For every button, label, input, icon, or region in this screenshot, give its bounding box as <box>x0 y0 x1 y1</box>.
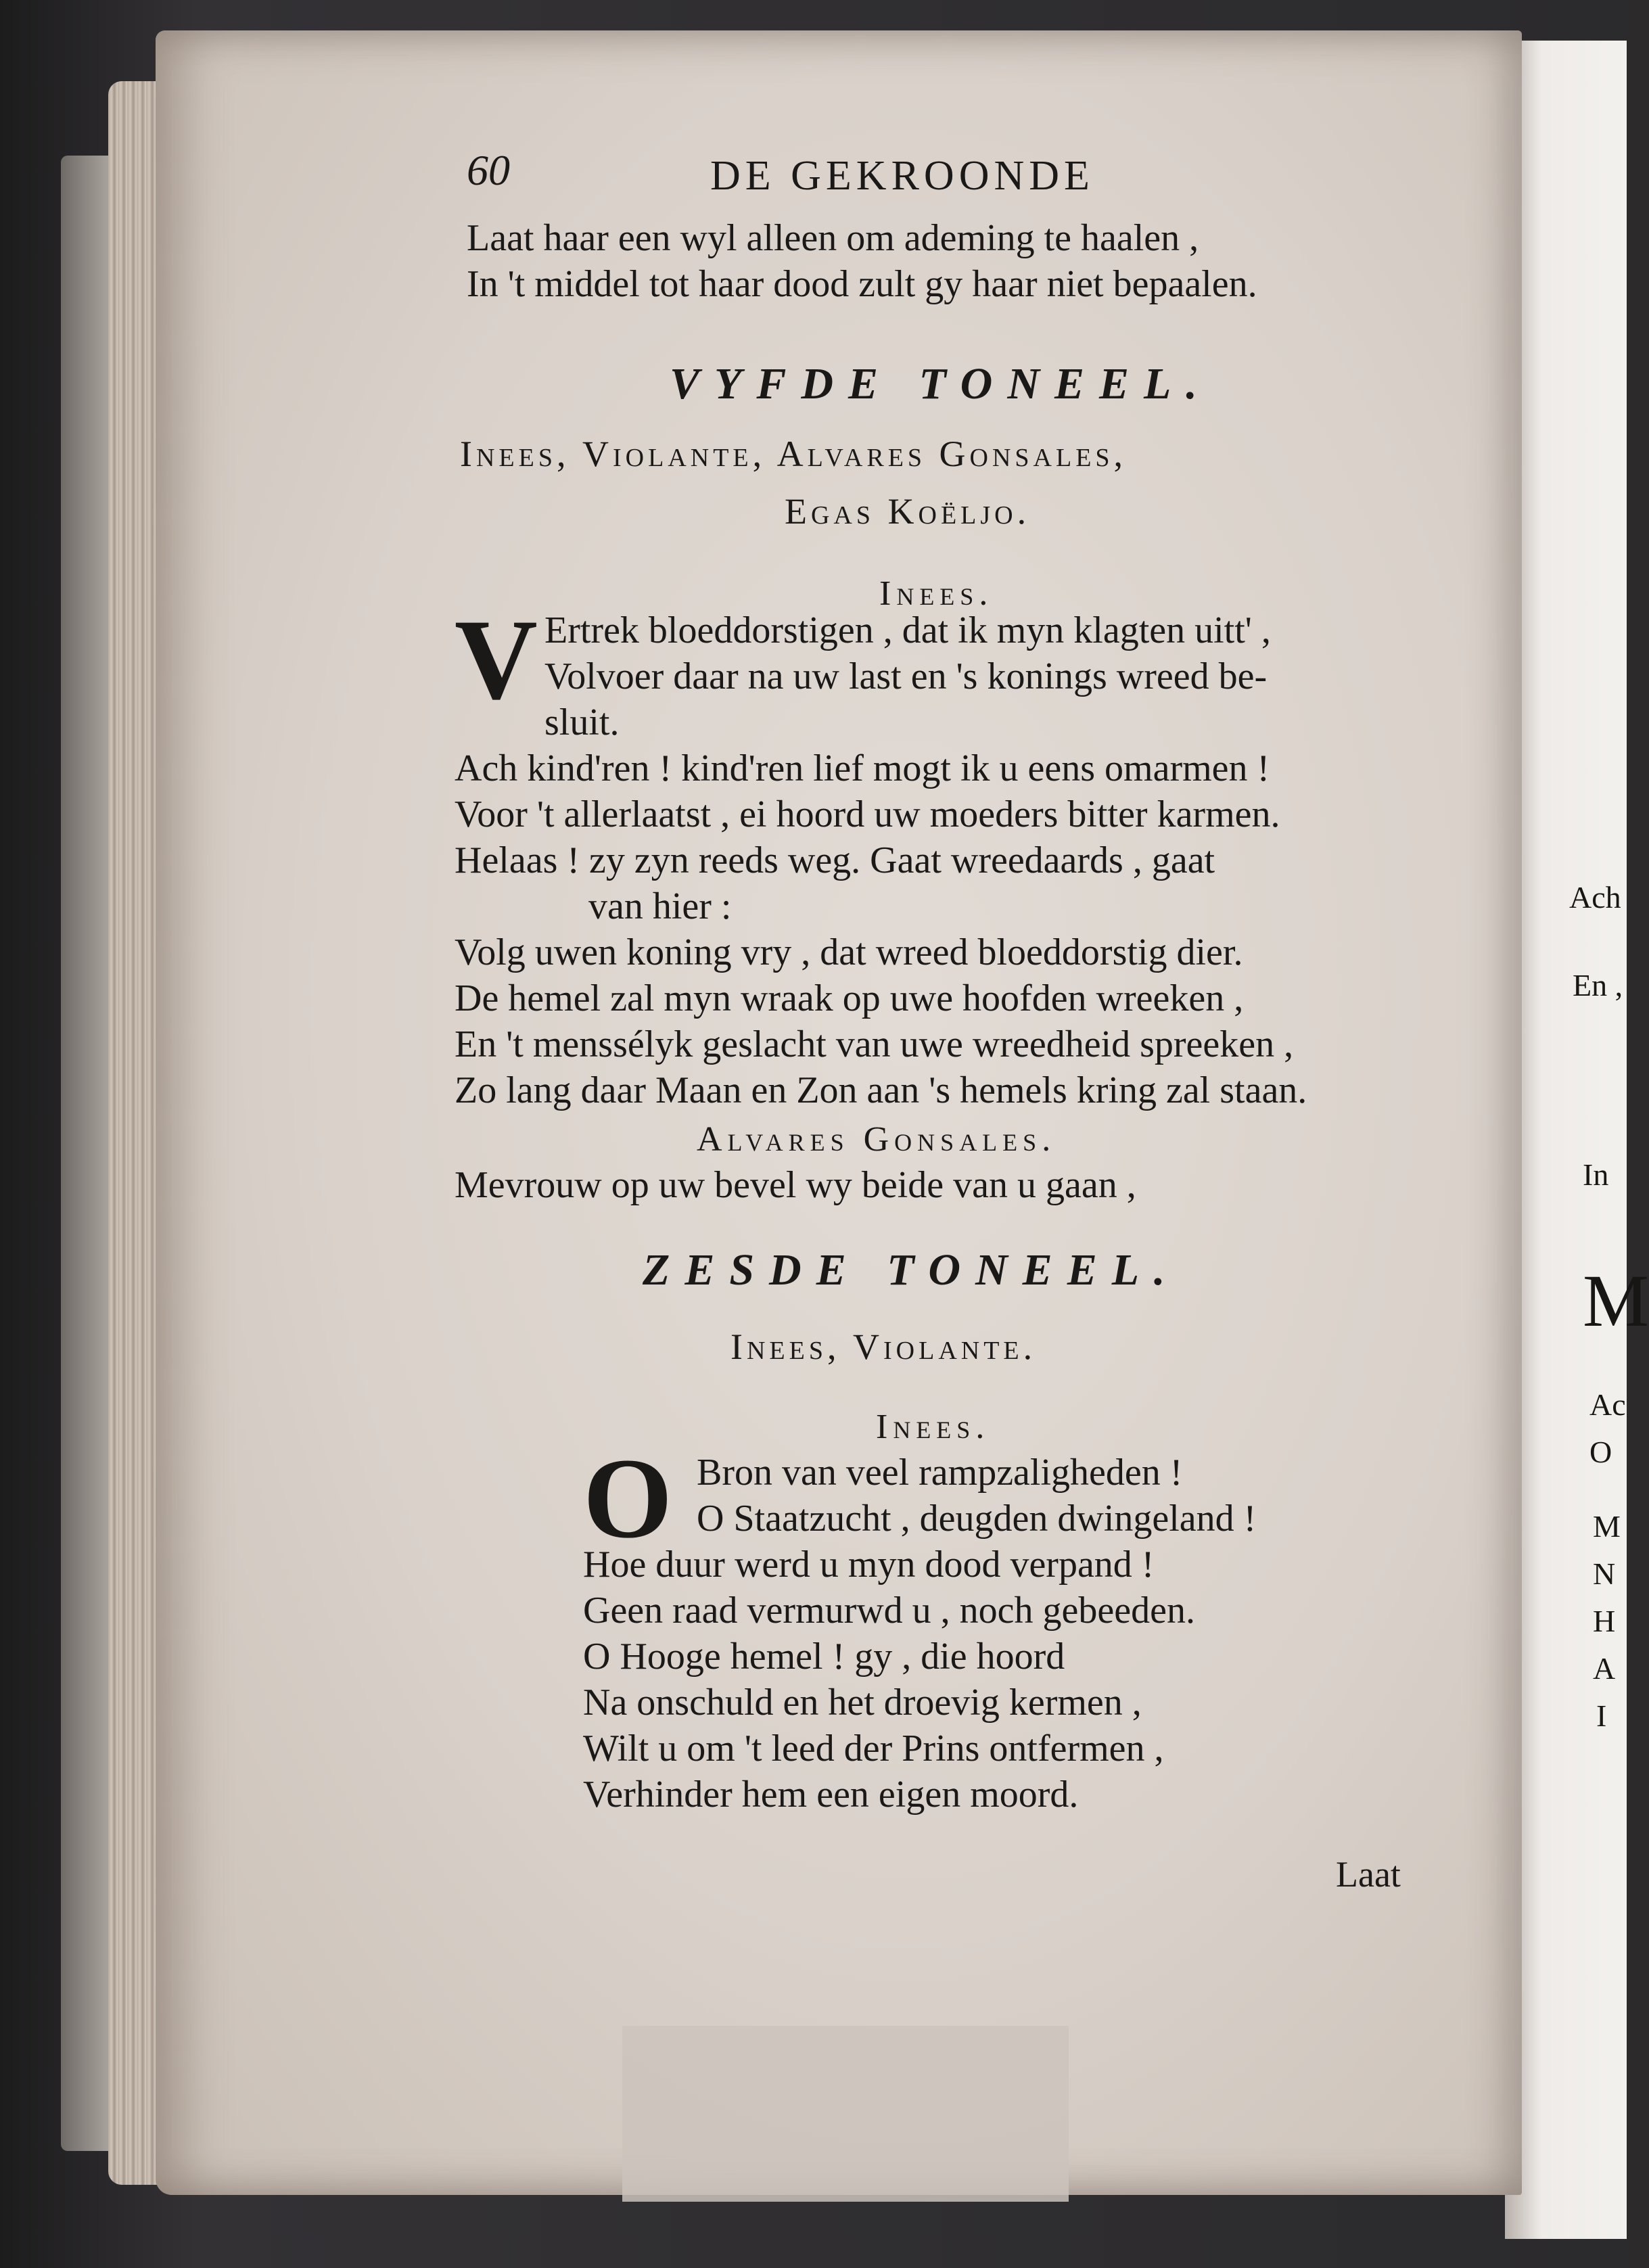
verse-line: Wilt u om 't leed der Prins ontfermen , <box>583 1728 1164 1769</box>
verse-line: Ertrek bloeddorstigen , dat ik myn klagten uitt' , <box>544 609 1271 651</box>
facing-page-fragment: A <box>1593 1651 1616 1686</box>
facing-page-fragment: Ac <box>1589 1387 1626 1422</box>
scene-heading: ZESDE TONEEL. <box>643 1245 1180 1295</box>
verse-line: Geen raad vermurwd u , noch gebeeden. <box>583 1590 1195 1631</box>
verse-line: Voor 't allerlaatst , ei hoord uw moeders bitter karmen. <box>455 793 1280 835</box>
verse-line: De hemel zal myn wraak op uwe hoofden wreeken , <box>455 977 1244 1019</box>
verse-line: Helaas ! zy zyn reeds weg. Gaat wreedaards , gaat <box>455 839 1215 881</box>
verse-line: sluit. <box>544 701 620 743</box>
facing-page-fragment: N <box>1593 1556 1616 1591</box>
facing-page-fragment: O <box>1589 1435 1612 1469</box>
verse-line: En 't menssélyk geslacht van uwe wreedheid spreeken , <box>455 1023 1294 1065</box>
page-number: 60 <box>467 146 510 194</box>
facing-page-fragment: H <box>1593 1604 1616 1638</box>
verse-line: Zo lang daar Maan en Zon aan 's hemels kring zal staan. <box>455 1069 1307 1111</box>
verse-line: Bron van veel rampzaligheden ! <box>697 1452 1183 1494</box>
speaker-label: Inees. <box>876 1408 990 1446</box>
speaker-label: Alvares Gonsales. <box>697 1120 1056 1159</box>
verse-line: Mevrouw op uw bevel wy beide van u gaan , <box>455 1164 1136 1206</box>
verse-line: O Hooge hemel ! gy , die hoord <box>583 1636 1065 1677</box>
book-page <box>156 30 1522 2195</box>
drop-capital: O <box>583 1435 673 1562</box>
facing-page-fragment: Ach <box>1569 880 1621 915</box>
redacted-area <box>622 2026 1069 2202</box>
facing-page <box>1505 41 1649 2239</box>
verse-line: In 't middel tot haar dood zult gy haar niet bepaalen. <box>467 263 1257 305</box>
drop-capital: V <box>455 596 538 723</box>
cast-list: Inees, Violante. <box>730 1326 1037 1367</box>
facing-page-fragment: I <box>1596 1698 1607 1733</box>
scene-heading: VYFDE TONEEL. <box>670 359 1212 409</box>
verse-line: Volg uwen koning vry , dat wreed bloeddorstig dier. <box>455 931 1243 973</box>
verse-line: Na onschuld en het droevig kermen , <box>583 1682 1142 1723</box>
facing-page-fragment: En , <box>1573 968 1623 1002</box>
verse-line: Verhinder hem een eigen moord. <box>583 1774 1079 1815</box>
verse-line: O Staatzucht , deugden dwingeland ! <box>697 1498 1257 1540</box>
verse-line: van hier : <box>588 885 732 927</box>
speaker-label: Inees. <box>879 574 994 613</box>
verse-line: Laat haar een wyl alleen om ademing te haalen , <box>467 217 1199 259</box>
facing-page-fragment: M <box>1593 1509 1621 1544</box>
catchword: Laat <box>1336 1854 1401 1895</box>
verse-line: Volvoer daar na uw last en 's konings wreed be- <box>544 655 1268 697</box>
facing-page-fragment: In <box>1583 1157 1609 1192</box>
cast-list: Inees, Violante, Alvares Gonsales, <box>460 434 1128 474</box>
verse-line: Ach kind'ren ! kind'ren lief mogt ik u eens omarmen ! <box>455 747 1270 789</box>
running-title: DE GEKROONDE <box>710 153 1094 199</box>
verse-line: Hoe duur werd u myn dood verpand ! <box>583 1544 1155 1586</box>
facing-page-fragment: M <box>1583 1259 1649 1342</box>
cast-list: Egas Koëljo. <box>785 491 1031 532</box>
